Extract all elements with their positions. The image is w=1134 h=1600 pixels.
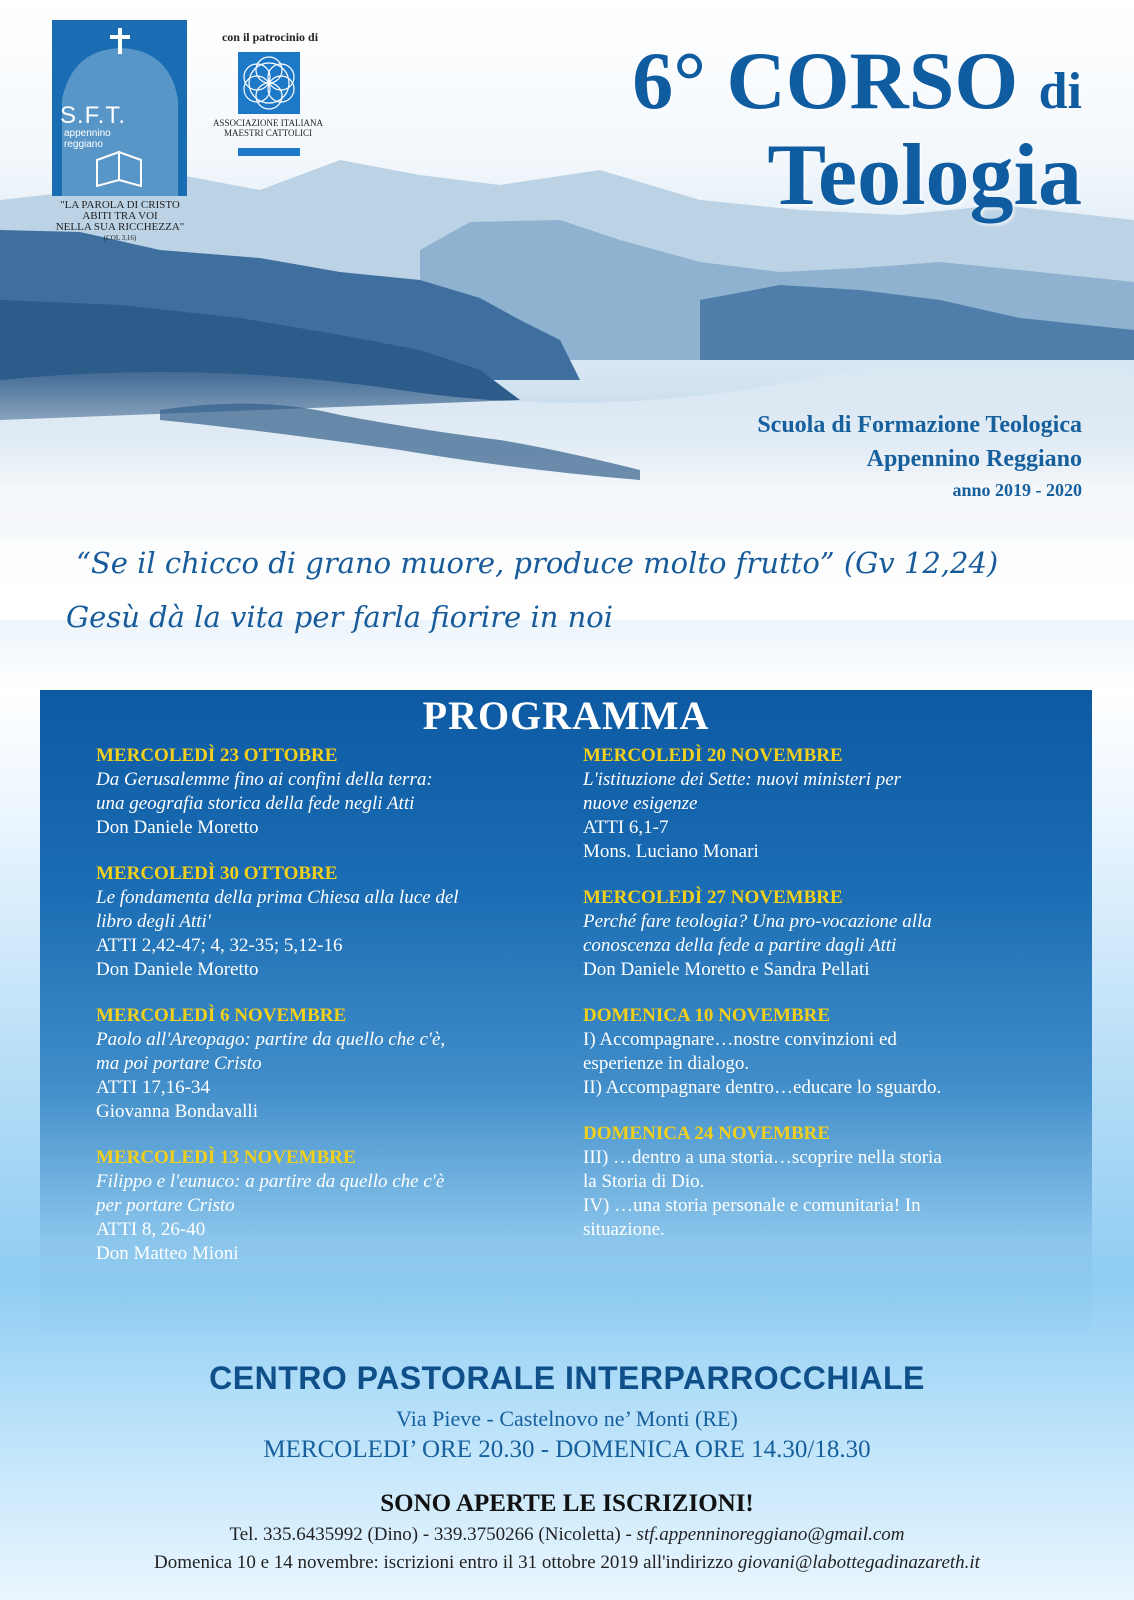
- patronage-name-line: ASSOCIAZIONE ITALIANA: [212, 118, 324, 128]
- event-detail-line: Don Daniele Moretto: [96, 817, 259, 838]
- program-title: PROGRAMMA: [422, 693, 710, 738]
- patronage-bar: [238, 148, 300, 156]
- motto-line: ABITI TRA VOI: [82, 210, 158, 222]
- event-detail-line: ATTI 8, 26-40: [96, 1219, 206, 1240]
- logo-initials: S.F.T.: [60, 102, 127, 129]
- event-detail-line: situazione.: [583, 1219, 665, 1240]
- event-date: DOMENICA 24 NOVEMBRE: [583, 1123, 831, 1144]
- program-event: [96, 862, 556, 982]
- program-column-left: [96, 744, 556, 1288]
- event-detail-line: una geografia storica della fede negli Atti: [96, 793, 415, 814]
- event-detail-line: ma poi portare Cristo: [96, 1053, 262, 1074]
- program-column-right: [583, 744, 1053, 1264]
- logo-motto: [40, 200, 200, 244]
- venue-address: Via Pieve - Castelnovo ne’ Monti (RE): [396, 1406, 738, 1431]
- school-name: Scuola di Formazione Teologica: [757, 412, 1082, 438]
- program-event: [583, 1122, 1053, 1242]
- contact-line: [0, 1524, 1134, 1546]
- event-detail-line: L'istituzione dei Sette: nuovi ministeri per: [583, 769, 902, 790]
- contact-phones: Tel. 335.6435992 (Dino) - 339.3750266 (Nicoletta) -: [229, 1524, 637, 1545]
- program-event: [583, 1004, 1053, 1100]
- venue-name: CENTRO PASTORALE INTERPARROCCHIALE: [209, 1360, 925, 1396]
- event-date: MERCOLEDÌ 27 NOVEMBRE: [583, 887, 843, 908]
- event-detail-line: Filippo e l'eunuco: a partire da quello che c'è: [96, 1171, 445, 1192]
- venue-hours: MERCOLEDI’ ORE 20.30 - DOMENICA ORE 14.30/18.30: [263, 1436, 871, 1463]
- program-event: [583, 744, 1053, 864]
- program-panel: [40, 690, 1092, 1340]
- logo-subtitle: [64, 128, 111, 150]
- event-detail-line: Paolo all'Areopago: partire da quello che c'è,: [96, 1029, 446, 1050]
- title-di: di: [1038, 63, 1082, 120]
- school-year: anno 2019 - 2020: [952, 480, 1082, 500]
- program-event: [96, 744, 556, 840]
- event-detail-line: Da Gerusalemme fino ai confini della terra:: [96, 769, 433, 790]
- event-detail-line: conoscenza della fede a partire dagli Atti: [583, 935, 897, 956]
- school-area: Appennino Reggiano: [866, 446, 1082, 472]
- youth-enrollment-line: [0, 1552, 1134, 1574]
- event-detail-line: III) …dentro a una storia…scoprire nella storia: [583, 1147, 942, 1168]
- title-main: 6° CORSO: [632, 35, 1019, 126]
- event-detail-line: Don Matteo Mioni: [96, 1243, 239, 1264]
- motto-reference: (COL 3,16): [103, 234, 137, 242]
- page-title-line2: Teologia: [767, 127, 1082, 224]
- event-date: MERCOLEDÌ 30 OTTOBRE: [96, 863, 338, 884]
- event-detail-line: ATTI 6,1-7: [583, 817, 669, 838]
- event-date: MERCOLEDÌ 20 NOVEMBRE: [583, 745, 843, 766]
- enrollment-headline: SONO APERTE LE ISCRIZIONI!: [380, 1490, 754, 1517]
- event-detail-line: libro degli Atti': [96, 911, 211, 932]
- event-detail-line: per portare Cristo: [96, 1195, 235, 1216]
- event-detail-line: ATTI 2,42-47; 4, 32-35; 5,12-16: [96, 935, 343, 956]
- event-detail-line: Le fondamenta della prima Chiesa alla luce del: [96, 887, 459, 908]
- logo-sub-line: appennino: [64, 128, 111, 139]
- event-date: MERCOLEDÌ 23 OTTOBRE: [96, 745, 338, 766]
- program-event: [96, 1146, 556, 1266]
- event-detail-line: Don Daniele Moretto e Sandra Pellati: [583, 959, 870, 980]
- patronage-name: [198, 118, 338, 138]
- program-event: [96, 1004, 556, 1124]
- program-event: [583, 886, 1053, 982]
- aimc-logo: [238, 52, 300, 114]
- rosette-icon: [238, 52, 300, 114]
- event-detail-line: Giovanna Bondavalli: [96, 1101, 258, 1122]
- sft-logo: [52, 20, 187, 196]
- motto-line: "LA PAROLA DI CRISTO: [60, 199, 180, 211]
- event-detail-line: esperienze in dialogo.: [583, 1053, 750, 1074]
- patronage-name-line: MAESTRI CATTOLICI: [223, 128, 313, 138]
- event-detail-line: nuove esigenze: [583, 793, 698, 814]
- page-title-line1: [632, 36, 1082, 137]
- logo-sub-line: reggiano: [64, 139, 103, 150]
- event-detail-line: IV) …una storia personale e comunitaria! In: [583, 1195, 921, 1216]
- patronage-label: con il patrocinio di: [221, 30, 319, 44]
- event-date: MERCOLEDÌ 13 NOVEMBRE: [96, 1147, 356, 1168]
- youth-email-link[interactable]: giovani@labottegadinazareth.it: [737, 1552, 980, 1573]
- event-detail-line: Perché fare teologia? Una pro-vocazione alla: [583, 911, 932, 932]
- event-detail-line: II) Accompagnare dentro…educare lo sguardo.: [583, 1077, 942, 1098]
- event-date: DOMENICA 10 NOVEMBRE: [583, 1005, 831, 1026]
- event-date: MERCOLEDÌ 6 NOVEMBRE: [96, 1005, 347, 1026]
- contact-email-link[interactable]: stf.appenninoreggiano@gmail.com: [636, 1524, 905, 1545]
- motto-line: NELLA SUA RICCHEZZA": [55, 221, 185, 233]
- youth-enrollment-text: Domenica 10 e 14 novembre: iscrizioni entro il 31 ottobre 2019 all'indirizzo: [154, 1552, 738, 1573]
- event-detail-line: la Storia di Dio.: [583, 1171, 705, 1192]
- event-detail-line: I) Accompagnare…nostre convinzioni ed: [583, 1029, 897, 1050]
- event-detail-line: Don Daniele Moretto: [96, 959, 259, 980]
- quote-line: Gesù dà la vita per farla fiorire in noi: [66, 600, 614, 634]
- quote-line: “Se il chicco di grano muore, produce molto frutto” (Gv 12,24): [76, 546, 999, 580]
- event-detail-line: ATTI 17,16-34: [96, 1077, 210, 1098]
- event-detail-line: Mons. Luciano Monari: [583, 841, 759, 862]
